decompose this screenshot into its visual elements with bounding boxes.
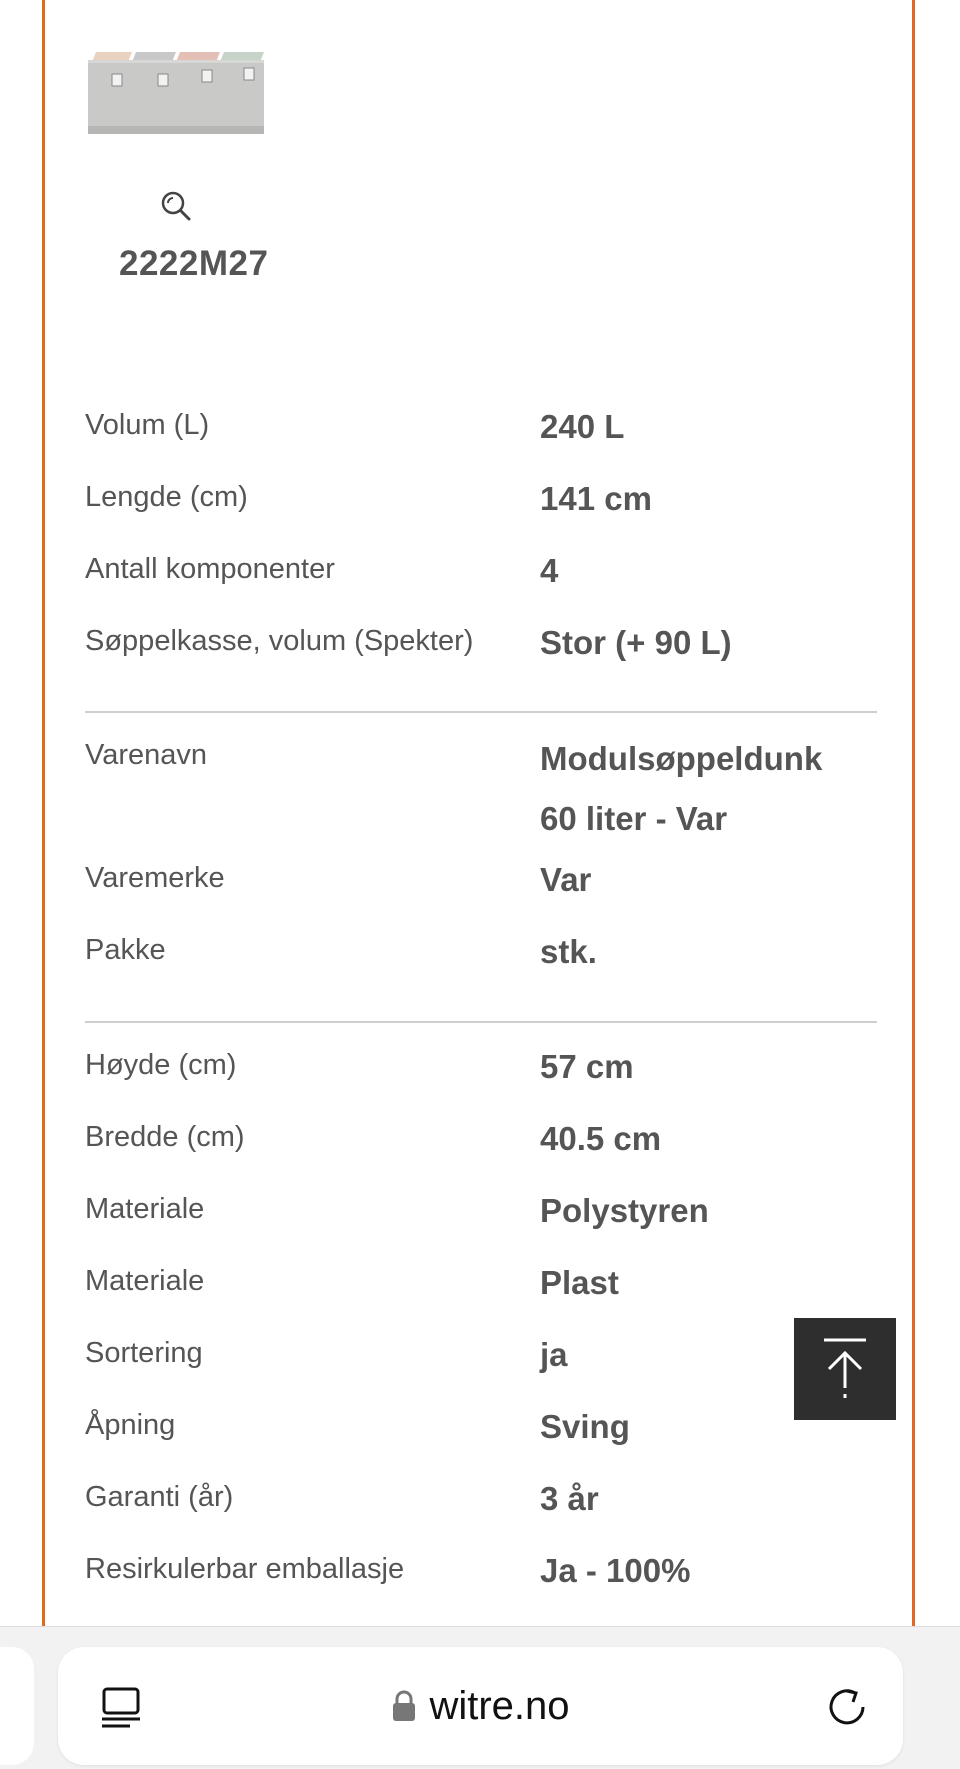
spec-row (85, 549, 877, 621)
spec-row (85, 735, 877, 858)
spec-value: 240 L (540, 408, 625, 445)
spec-label: Volum (L) (85, 409, 210, 441)
spec-label: Sortering (85, 1337, 203, 1369)
spec-label: Bredde (cm) (85, 1121, 245, 1153)
spec-label: Garanti (år) (85, 1481, 234, 1513)
spec-label: Materiale (85, 1193, 205, 1225)
spec-row (85, 1045, 877, 1117)
spec-label: Pakke (85, 934, 166, 966)
address-bar[interactable] (58, 1647, 903, 1765)
reload-icon[interactable] (825, 1685, 869, 1729)
spec-value: 3 år (540, 1480, 599, 1517)
spec-label: Lengde (cm) (85, 481, 248, 513)
spec-value: Modulsøppeldunk 60 liter - Var (540, 740, 823, 837)
lock-icon (391, 1689, 417, 1723)
spec-label: Varenavn (85, 739, 207, 771)
spec-value: 40.5 cm (540, 1120, 662, 1157)
spec-group-product-info (85, 735, 877, 1002)
spec-value: Stor (+ 90 L) (540, 624, 732, 661)
spec-row (85, 1189, 877, 1261)
spec-value: Plast (540, 1264, 619, 1301)
spec-value: 4 (540, 552, 559, 589)
spec-row (85, 1477, 877, 1549)
spec-row (85, 1261, 877, 1333)
divider (85, 1021, 877, 1023)
zoom-icon[interactable] (160, 190, 192, 222)
spec-value: ja (540, 1336, 568, 1373)
product-thumbnail[interactable] (84, 46, 268, 138)
scroll-to-top-button[interactable] (794, 1318, 896, 1420)
spec-row (85, 1549, 877, 1621)
spec-row (85, 621, 877, 693)
spec-row (85, 477, 877, 549)
url-text: witre.no (429, 1683, 570, 1728)
spec-group-details (85, 1045, 877, 1621)
spec-value: 141 cm (540, 480, 652, 517)
spec-row (85, 930, 877, 1002)
spec-group-dimensions (85, 405, 877, 693)
spec-value: Polystyren (540, 1192, 709, 1229)
spec-label: Varemerke (85, 862, 225, 894)
browser-bottom-bar (0, 1626, 960, 1769)
url-display[interactable] (58, 1647, 903, 1765)
spec-value: stk. (540, 933, 597, 970)
spec-label: Materiale (85, 1265, 205, 1297)
previous-tab-preview[interactable] (0, 1647, 34, 1765)
spec-value: Sving (540, 1408, 630, 1445)
spec-value: Var (540, 861, 592, 898)
arrow-up-icon (794, 1318, 896, 1420)
spec-label: Antall komponenter (85, 553, 335, 585)
divider (85, 711, 877, 713)
spec-value: 57 cm (540, 1048, 634, 1085)
spec-label: Åpning (85, 1409, 176, 1441)
product-sku: 2222M27 (119, 244, 269, 283)
spec-row (85, 405, 877, 477)
spec-label: Høyde (cm) (85, 1049, 237, 1081)
spec-row (85, 1333, 877, 1405)
spec-label: Søppelkasse, volum (Spekter) (85, 625, 474, 657)
spec-row (85, 858, 877, 930)
spec-value: Ja - 100% (540, 1552, 691, 1589)
spec-row (85, 1405, 877, 1477)
spec-label: Resirkulerbar emballasje (85, 1553, 405, 1585)
spec-row (85, 1117, 877, 1189)
